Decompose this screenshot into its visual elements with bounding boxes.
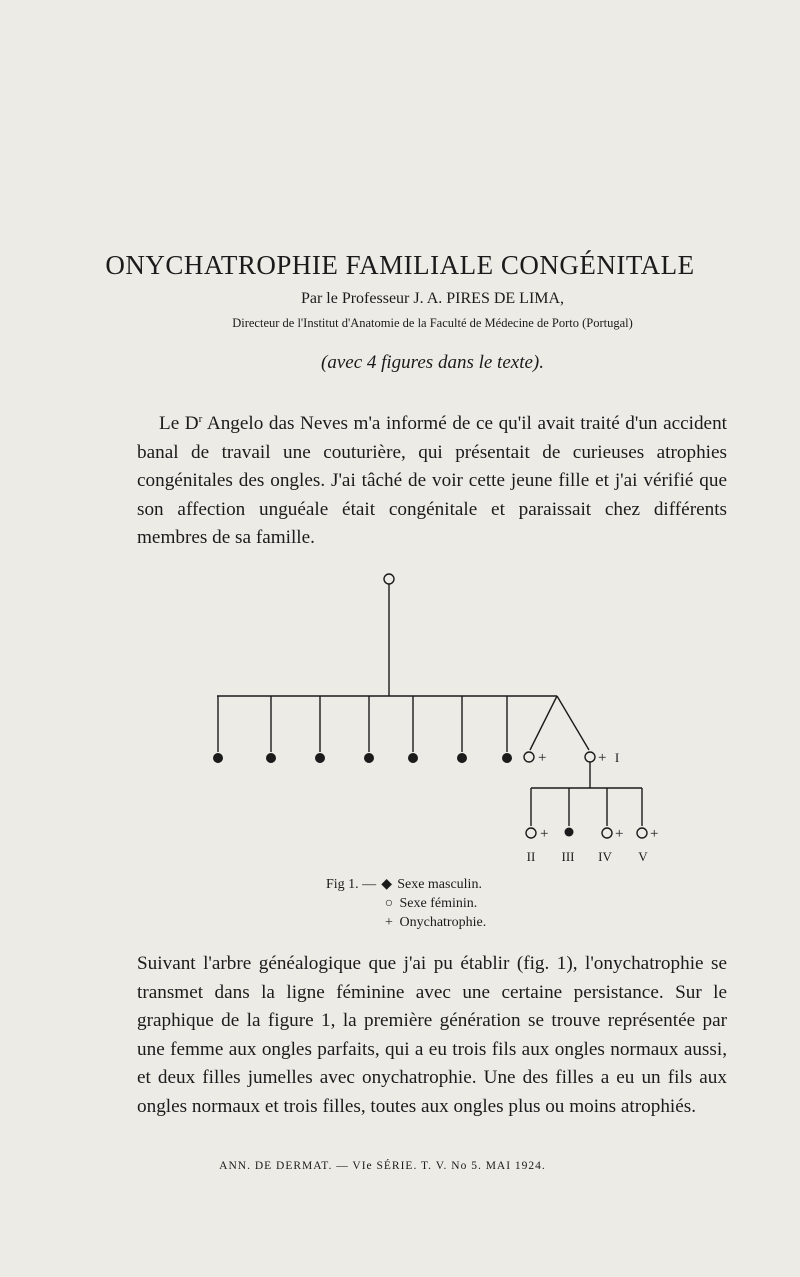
gen2-male [408, 753, 418, 763]
generation-label-IV: IV [598, 849, 612, 864]
figures-note: (avec 4 figures dans le texte). [321, 352, 544, 373]
gen2-male [213, 753, 223, 763]
male-diamond-icon: ◆ [381, 877, 393, 892]
gen2-male [502, 753, 512, 763]
legend-female: Sexe féminin. [399, 896, 478, 911]
twin-female-a [524, 752, 534, 762]
gen2-male [457, 753, 467, 763]
generation-label-II: II [526, 849, 536, 864]
twin-line-left [530, 696, 557, 750]
generation-label-I: I [614, 750, 620, 765]
twin-line-right [557, 696, 589, 750]
author-affiliation: Directeur de l'Institut d'Anatomie de la Faculté de Médecine de Porto (Portugal) [232, 316, 633, 330]
journal-footer: ANN. DE DERMAT. — VIe SÉRIE. T. V. No 5. MAI 1924. [219, 1160, 546, 1172]
plus-icon: + [385, 915, 393, 930]
gen2-male [364, 753, 374, 763]
figure-caption [326, 875, 482, 894]
legend-row-female [382, 894, 477, 913]
generation-label-V: V [638, 849, 648, 864]
caption-prefix: Fig 1. — [326, 877, 377, 892]
founder-female [384, 574, 394, 584]
affected-mark: + [540, 826, 549, 842]
affected-mark: + [538, 750, 547, 766]
gen3-female-V [637, 828, 647, 838]
female-circle-icon: ○ [384, 896, 394, 911]
paragraph-pedigree: Suivant l'arbre généalogique que j'ai pu établir (fig. 1), l'onychatrophie se transmet dans la ligne féminine avec une certaine persistance. Sur le graphique de la figure 1, la première génération se trouve représentée par une femme aux ongles parfaits, qui a eu trois fils aux ongles normaux aussi, et deux filles jumelles avec onychatrophie. Une des filles a eu un fils aux ongles normaux et trois filles, toutes aux ongles plus ou moins atrophiés. [137, 953, 727, 1117]
legend-male: Sexe masculin. [397, 877, 482, 892]
paragraph-intro-rest: Angelo das Neves m'a informé de ce qu'il avait traité d'un accident banal de travail une couturière, qui présentait de curieuses atrophies congénitales des ongles. J'ai tâché de voir cette jeune fille et j'ai vérifié que son affection unguéale était congénitale et paraissait chez différents membres de sa famille. [137, 413, 728, 549]
gen3-female-II [526, 828, 536, 838]
gen2-male [266, 753, 276, 763]
paragraph-intro-start: Le D [159, 413, 199, 434]
twin-female-b-proband-mother [585, 752, 595, 762]
doctor-abbrev-sup: r [198, 413, 203, 425]
legend-row-affected [382, 913, 486, 932]
article-title: ONYCHATROPHIE FAMILIALE CONGÉNITALE [105, 250, 695, 281]
gen2-male [315, 753, 325, 763]
affected-mark: + [598, 750, 607, 766]
author-byline: Par le Professeur J. A. PIRES DE LIMA, [300, 290, 565, 307]
affected-mark: + [650, 826, 659, 842]
generation-label-III: III [561, 849, 575, 864]
legend-affected: Onychatrophie. [399, 915, 487, 930]
gen3-male-III [565, 828, 574, 837]
gen3-female-IV [602, 828, 612, 838]
affected-mark: + [615, 826, 624, 842]
